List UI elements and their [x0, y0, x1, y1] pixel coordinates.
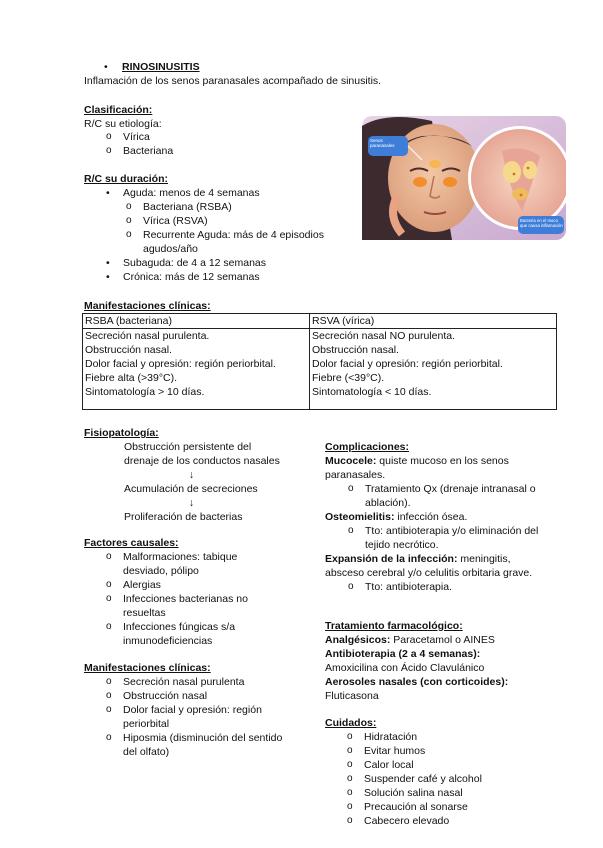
intro-text: Inflamación de los senos paranasales acompañado de sinusitis.	[84, 75, 382, 87]
list-item: o Dolor facial y opresión: región periorbital	[123, 703, 293, 731]
table-line: Dolor facial y opresión: región periorbital.	[312, 358, 503, 370]
duracion-list-2	[123, 256, 348, 284]
list-item: o Hidratación	[364, 730, 544, 744]
fisiopatologia-flow	[124, 440, 314, 524]
list-item: o Vírica (RSVA)	[143, 214, 343, 228]
etiologia-list	[123, 130, 173, 158]
list-item: o Suspender café y alcohol	[364, 772, 544, 786]
mucocele-sublist	[365, 482, 545, 510]
list-item: o Tto: antibioterapia.	[365, 580, 545, 594]
table-line: Sintomatología < 10 días.	[312, 386, 432, 398]
aerosoles-label: Aerosoles nasales (con corticoides):	[325, 676, 509, 688]
expansion-line	[325, 552, 545, 580]
manifestaciones-list	[123, 675, 293, 759]
table-cell	[310, 329, 557, 410]
tratamiento-section	[325, 619, 545, 703]
list-item: • Aguda: menos de 4 semanas	[123, 186, 348, 200]
analgesicos-label: Analgésicos:	[325, 634, 391, 646]
manifestaciones-table	[82, 313, 557, 410]
expansion-sublist	[365, 580, 545, 594]
etiologia-label: R/C su etiología:	[84, 118, 162, 130]
table-line: Secreción nasal NO purulenta.	[312, 330, 455, 342]
duracion-list	[123, 186, 348, 200]
table-row	[83, 314, 557, 329]
osteo-line	[325, 510, 545, 524]
list-item: o Bacteriana	[123, 144, 173, 158]
aerosoles-text: Fluticasona	[325, 690, 379, 702]
down-arrow-icon: ↓	[188, 469, 195, 481]
mucocele-line	[325, 454, 545, 482]
list-item: o Vírica	[123, 130, 173, 144]
figure-label-bottom: Bacteria en el moco que causa inflamación	[520, 218, 563, 228]
list-item: o Secreción nasal purulenta	[123, 675, 293, 689]
table-header: RSBA (bacteriana)	[83, 314, 310, 329]
list-item: o Malformaciones: tabique desviado, pólipo	[123, 550, 283, 578]
mucocele-text: quiste mucoso en los senos paranasales.	[325, 455, 509, 481]
complicaciones-heading: Complicaciones:	[325, 441, 410, 453]
list-item: o Evitar humos	[364, 744, 544, 758]
table-row	[83, 329, 557, 410]
cuidados-list	[364, 730, 544, 828]
flow-step: Obstrucción persistente del	[124, 441, 252, 453]
list-item: o Recurrente Aguda: más de 4 episodios agudos/año	[143, 228, 343, 256]
factores-heading: Factores causales:	[84, 537, 179, 549]
table-line: Fiebre (<39°C).	[312, 372, 385, 384]
table-line: Sintomatología > 10 días.	[85, 386, 205, 398]
table-cell	[83, 329, 310, 410]
expansion-text: meningitis, absceso cerebral y/o celulitis orbitaria grave.	[325, 553, 533, 579]
flow-step: drenaje de los conductos nasales	[124, 455, 280, 467]
list-item: o Cabecero elevado	[364, 814, 544, 828]
tratamiento-heading: Tratamiento farmacológico:	[325, 620, 463, 632]
list-item: o Obstrucción nasal	[123, 689, 293, 703]
aguda-sublist	[143, 200, 343, 256]
manifestaciones-heading: Manifestaciones clínicas:	[84, 662, 211, 674]
title-bullet: •	[104, 61, 108, 73]
flow-step: Proliferación de bacterias	[124, 511, 243, 523]
flow-step: Acumulación de secreciones	[124, 483, 258, 495]
factores-list	[123, 550, 283, 648]
analgesicos-text: Paracetamol o AINES	[390, 634, 495, 646]
duracion-label: R/C su duración:	[84, 173, 169, 185]
table-line: Dolor facial y opresión: región periorbital.	[85, 358, 276, 370]
list-item: • Crónica: más de 12 semanas	[123, 270, 348, 284]
list-item: o Precaución al sonarse	[364, 800, 544, 814]
list-item: o Hiposmia (disminución del sentido del olfato)	[123, 731, 293, 759]
list-item: • Subaguda: de 4 a 12 semanas	[123, 256, 348, 270]
antibioterapia-text: Amoxicilina con Ácido Clavulánico	[325, 662, 485, 674]
mucocele-label: Mucocele:	[325, 455, 377, 467]
clasificacion-heading: Clasificación:	[84, 104, 153, 116]
cuidados-heading: Cuidados:	[325, 717, 377, 729]
list-item: o Calor local	[364, 758, 544, 772]
osteo-label: Osteomielitis:	[325, 511, 395, 523]
complicaciones-section	[325, 440, 545, 594]
analgesicos-line	[325, 633, 545, 647]
antibioterapia-label: Antibioterapia (2 a 4 semanas):	[325, 648, 481, 660]
down-arrow-icon: ↓	[188, 497, 195, 509]
table-line: Secreción nasal purulenta.	[85, 330, 210, 342]
list-item: o Infecciones fúngicas s/a inmunodeficiencias	[123, 620, 283, 648]
list-item: o Bacteriana (RSBA)	[143, 200, 343, 214]
table-line: Fiebre alta (>39°C).	[85, 372, 178, 384]
table-line: Obstrucción nasal.	[85, 344, 172, 356]
osteo-sublist	[365, 524, 545, 552]
osteo-text: infección ósea.	[394, 511, 468, 523]
page-title: RINOSINUSITIS	[122, 61, 200, 73]
sinusitis-illustration	[362, 116, 566, 240]
manifestaciones-table-heading: Manifestaciones clínicas:	[84, 300, 211, 312]
expansion-label: Expansión de la infección:	[325, 553, 458, 565]
list-item: o Tto: antibioterapia y/o eliminación del tejido necrótico.	[365, 524, 545, 552]
fisiopatologia-heading: Fisiopatología:	[84, 427, 159, 439]
list-item: o Solución salina nasal	[364, 786, 544, 800]
table-header: RSVA (vírica)	[310, 314, 557, 329]
table-line: Obstrucción nasal.	[312, 344, 399, 356]
list-item: o Tratamiento Qx (drenaje intranasal o ablación).	[365, 482, 545, 510]
figure-label-top: Senos paranasales	[370, 138, 395, 148]
list-item: o Alergias	[123, 578, 283, 592]
list-item: o Infecciones bacterianas no resueltas	[123, 592, 283, 620]
